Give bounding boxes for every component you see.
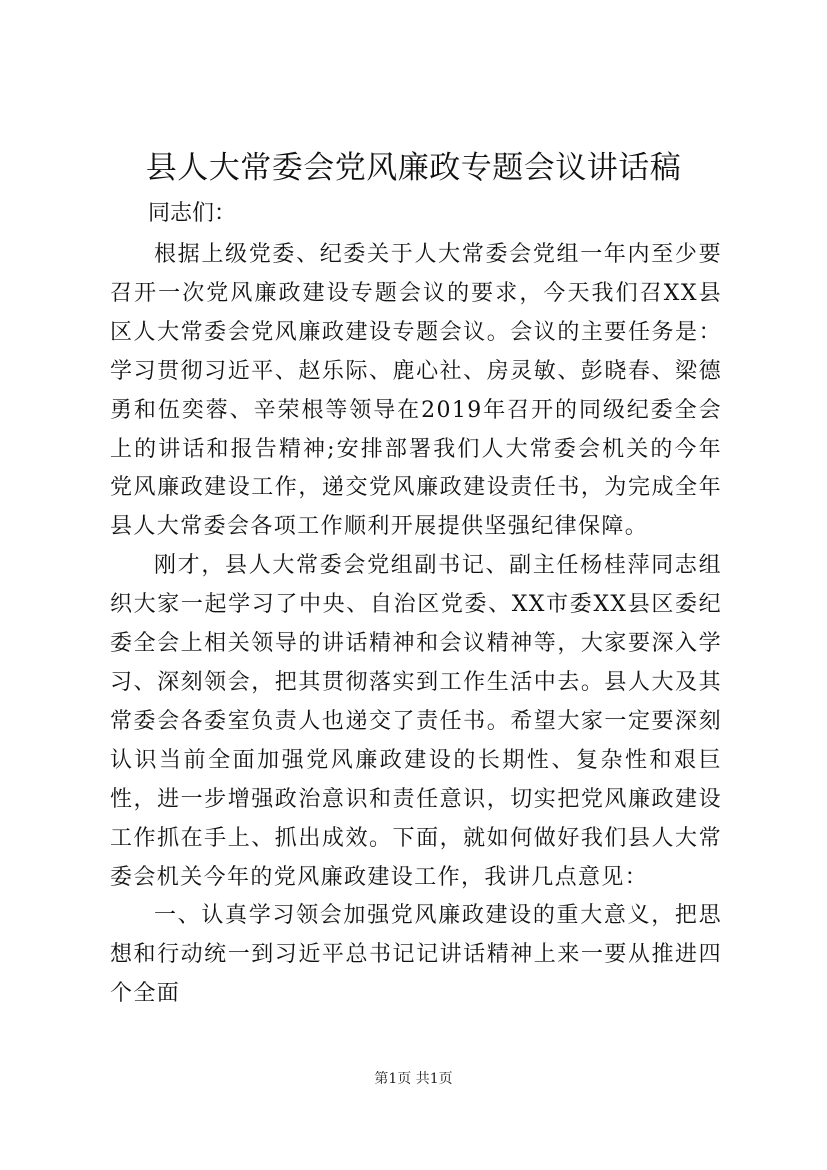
document-title: 县人大常委会党风廉政专题会议讲话稿 bbox=[145, 150, 682, 186]
paragraph-3: 一、认真学习领会加强党风廉政建设的重大意义，把思想和行动统一到习近平总书记记讲话精神上来一要从推进四个全面 bbox=[110, 903, 722, 1007]
document-body bbox=[110, 236, 722, 1036]
paragraph-1: 根据上级党委、纪委关于人大常委会党组一年内至少要召开一次党风廉政建设专题会议的要求，今天我们召XX县区人大常委会党风廉政建设专题会议。会议的主要任务是：学习贯彻习近平、赵乐际、鹿心社、房灵敏、彭晓春、梁德勇和伍奕蓉、辛荣根等领导在2019年召开的同级纪委全会上的讲话和报告精神;安排部署我们人大常委会机关的今年党风廉政建设工作，递交党风廉政建设责任书，为完成全年县人大常委会各项工作顺利开展提供坚强纪律保障。 bbox=[110, 242, 722, 540]
salutation: 同志们： bbox=[148, 201, 237, 226]
paragraph-2: 刚才，县人大常委会党组副书记、副主任杨桂萍同志组织大家一起学习了中央、自治区党委、XX市委XX县区委纪委全会上相关领导的讲话精神和会议精神等，大家要深入学习、深刻领会，把其贯彻落实到工作生活中去。县人大及其常委会各委室负责人也递交了责任书。希望大家一定要深刻认识当前全面加强党风廉政建设的长期性、复杂性和艰巨性，进一步增强政治意识和责任意识，切实把党风廉政建设工作抓在手上、抓出成效。下面，就如何做好我们县人大常委会机关今年的党风廉政建设工作，我讲几点意见： bbox=[110, 553, 722, 890]
page-footer: 第1页 共1页 bbox=[374, 1071, 453, 1087]
